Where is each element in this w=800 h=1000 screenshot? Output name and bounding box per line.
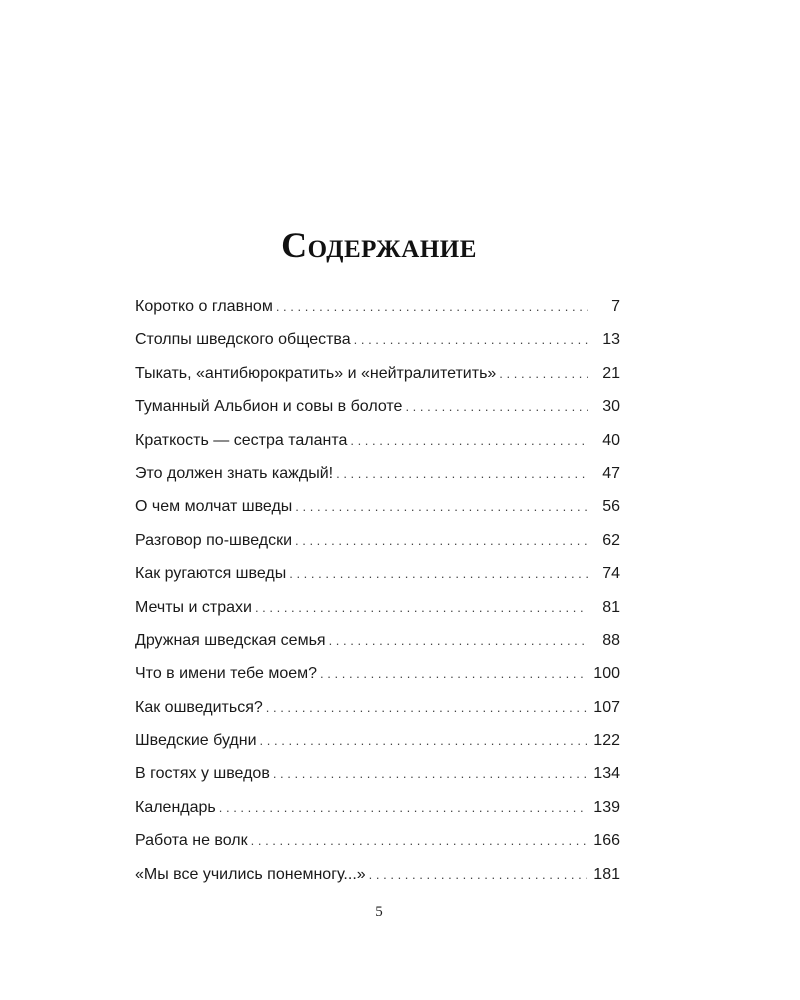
dot-leader xyxy=(219,791,588,824)
toc-entry-title: Столпы шведского общества xyxy=(135,331,351,349)
page-number: 5 xyxy=(375,904,383,920)
dot-leader xyxy=(276,290,588,323)
dot-leader xyxy=(320,657,587,690)
toc-entry xyxy=(135,858,620,891)
toc-entry xyxy=(135,290,620,323)
toc-entry-title: Календарь xyxy=(135,798,216,816)
dot-leader xyxy=(350,424,588,457)
toc-entry-title: Тыкать, «антибюрократить» и «нейтралитетить» xyxy=(135,364,497,382)
toc-entry-title: Это должен знать каждый! xyxy=(135,464,334,482)
toc-entry-title: Шведские будни xyxy=(135,732,257,750)
toc-entry-title: О чем молчат шведы xyxy=(135,498,293,516)
toc-entry xyxy=(135,691,620,724)
toc-entry-page: 13 xyxy=(602,331,620,349)
toc-entry-title: «Мы все учились понемногу...» xyxy=(135,865,366,883)
toc-entry-title: Как ругаются шведы xyxy=(135,565,287,583)
toc-entry-title: Краткость — сестра таланта xyxy=(135,431,348,449)
toc-entry xyxy=(135,524,620,557)
toc-entry xyxy=(135,724,620,757)
toc-entry-page: 56 xyxy=(602,498,620,516)
dot-leader xyxy=(499,357,588,390)
dot-leader xyxy=(289,557,588,590)
dot-leader xyxy=(369,858,588,891)
toc-entry-title: Дружная шведская семья xyxy=(135,631,326,649)
toc-entry-page: 134 xyxy=(593,765,620,783)
dot-leader xyxy=(405,390,588,423)
toc-entry xyxy=(135,591,620,624)
toc-entry-title: Коротко о главном xyxy=(135,298,273,315)
toc-entry-page: 122 xyxy=(593,732,620,750)
toc-entry-page: 7 xyxy=(611,298,620,315)
toc-entry-page: 74 xyxy=(602,565,620,583)
toc-entry-title: Разговор по-шведски xyxy=(135,531,293,549)
dot-leader xyxy=(329,624,588,657)
toc-entry-page: 181 xyxy=(593,865,620,883)
toc-entry-page: 100 xyxy=(593,665,620,683)
toc-entry xyxy=(135,457,620,490)
toc-entry xyxy=(135,357,620,390)
dot-leader xyxy=(266,691,588,724)
toc-entry xyxy=(135,824,620,857)
page-title: Содержание xyxy=(281,225,477,265)
dot-leader xyxy=(354,323,588,356)
dot-leader xyxy=(295,490,588,523)
dot-leader xyxy=(273,757,587,790)
dot-leader xyxy=(251,824,588,857)
toc-entry-title: Как ошведиться? xyxy=(135,698,263,716)
toc-entry xyxy=(135,323,620,356)
toc-entry xyxy=(135,557,620,590)
dot-leader xyxy=(336,457,588,490)
dot-leader xyxy=(260,724,588,757)
toc-entry xyxy=(135,390,620,423)
toc-entry xyxy=(135,490,620,523)
toc-entry-page: 21 xyxy=(602,364,620,382)
dot-leader xyxy=(295,524,588,557)
toc-entry-page: 81 xyxy=(602,598,620,616)
toc-entry-page: 40 xyxy=(602,431,620,449)
toc-entry-title: Что в имени тебе моем? xyxy=(135,665,318,683)
toc-entry-page: 88 xyxy=(602,631,620,649)
toc-entry-title: Работа не волк xyxy=(135,832,248,850)
table-of-contents xyxy=(135,290,620,891)
toc-entry-page: 30 xyxy=(602,398,620,416)
toc-entry-page: 47 xyxy=(602,464,620,482)
toc-entry-title: Мечты и страхи xyxy=(135,598,252,616)
toc-entry-page: 62 xyxy=(602,531,620,549)
toc-entry xyxy=(135,757,620,790)
toc-entry xyxy=(135,657,620,690)
toc-entry-page: 107 xyxy=(593,698,620,716)
toc-entry xyxy=(135,424,620,457)
toc-entry xyxy=(135,624,620,657)
toc-entry-title: В гостях у шведов xyxy=(135,765,270,783)
toc-entry-page: 139 xyxy=(593,798,620,816)
toc-entry-title: Туманный Альбион и совы в болоте xyxy=(135,398,403,416)
toc-entry xyxy=(135,791,620,824)
dot-leader xyxy=(255,591,588,624)
toc-entry-page: 166 xyxy=(593,832,620,850)
